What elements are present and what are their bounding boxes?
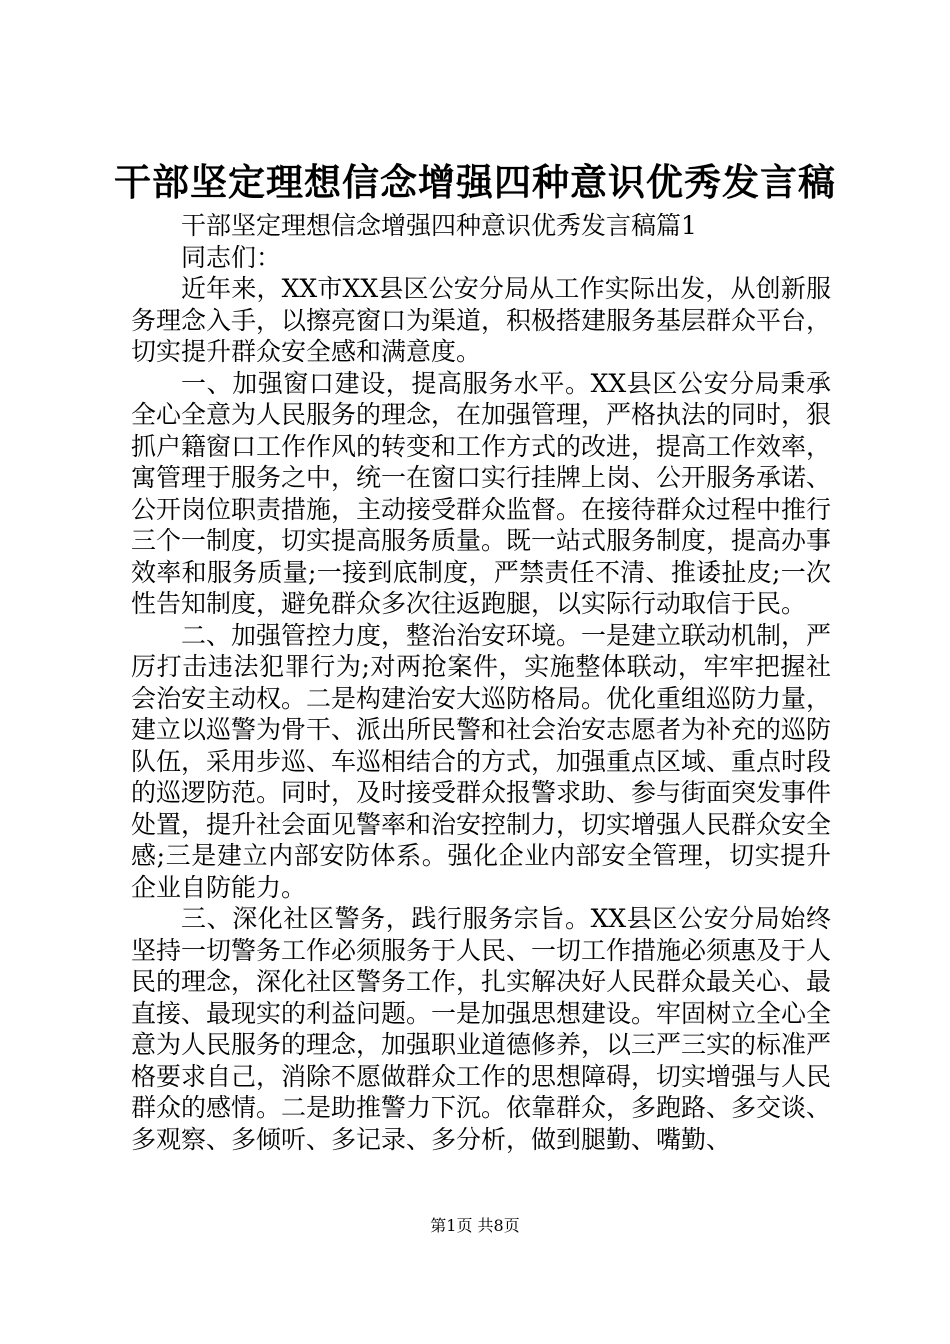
paragraph-section-3: 三、深化社区警务，践行服务宗旨。XX县区公安分局始终坚持一切警务工作必须服务于人民、一切工作措施必须惠及于人民的理念，深化社区警务工作，扎实解决好人民群众最关心、最直接、最现实的利益问题。一是加强思想建设。牢固树立全心全意为人民服务的理念，加强职业道德修养，以三严三实的标准严格要求自己，消除不愿做群众工作的思想障碍，切实增强与人民群众的感情。二是助推警力下沉。依靠群众，多跑路、多交谈、多观察、多倾听、多记录、多分析，做到腿勤、嘴勤、 [131, 904, 832, 1154]
document-body [131, 210, 831, 1155]
paragraph-section-1: 一、加强窗口建设，提高服务水平。XX县区公安分局秉承全心全意为人民服务的理念，在加强管理，严格执法的同时，狠抓户籍窗口工作作风的转变和工作方式的改进，提高工作效率，寓管理于服务之中，统一在窗口实行挂牌上岗、公开服务承诺、公开岗位职责措施，主动接受群众监督。在接待群众过程中推行三个一制度，切实提高服务质量。既一站式服务制度，提高办事效率和服务质量;一接到底制度，严禁责任不清、推诿扯皮;一次性告知制度，避免群众多次往返跑腿，以实际行动取信于民。 [131, 368, 832, 618]
page-footer: 第1页 共8页 [430, 1216, 520, 1235]
paragraph-section-2: 二、加强管控力度，整治治安环境。一是建立联动机制，严厉打击违法犯罪行为;对两抢案件，实施整体联动，牢牢把握社会治安主动权。二是构建治安大巡防格局。优化重组巡防力量，建立以巡警为骨干、派出所民警和社会治安志愿者为补充的巡防队伍，采用步巡、车巡相结合的方式，加强重点区域、重点时段的巡逻防范。同时，及时接受群众报警求助、参与街面突发事件处置，提升社会面见警率和治安控制力，切实增强人民群众安全感;三是建立内部安防体系。强化企业内部安全管理，切实提升企业自防能力。 [131, 620, 832, 902]
paragraph-intro: 近年来，XX市XX县区公安分局从工作实际出发，从创新服务理念入手，以擦亮窗口为渠道，积极搭建服务基层群众平台，切实提升群众安全感和满意度。 [131, 274, 832, 366]
salutation: 同志们： [181, 242, 282, 272]
document-title: 干部坚定理想信念增强四种意识优秀发言稿 [114, 160, 836, 204]
document-subtitle: 干部坚定理想信念增强四种意识优秀发言稿篇1 [181, 211, 697, 240]
